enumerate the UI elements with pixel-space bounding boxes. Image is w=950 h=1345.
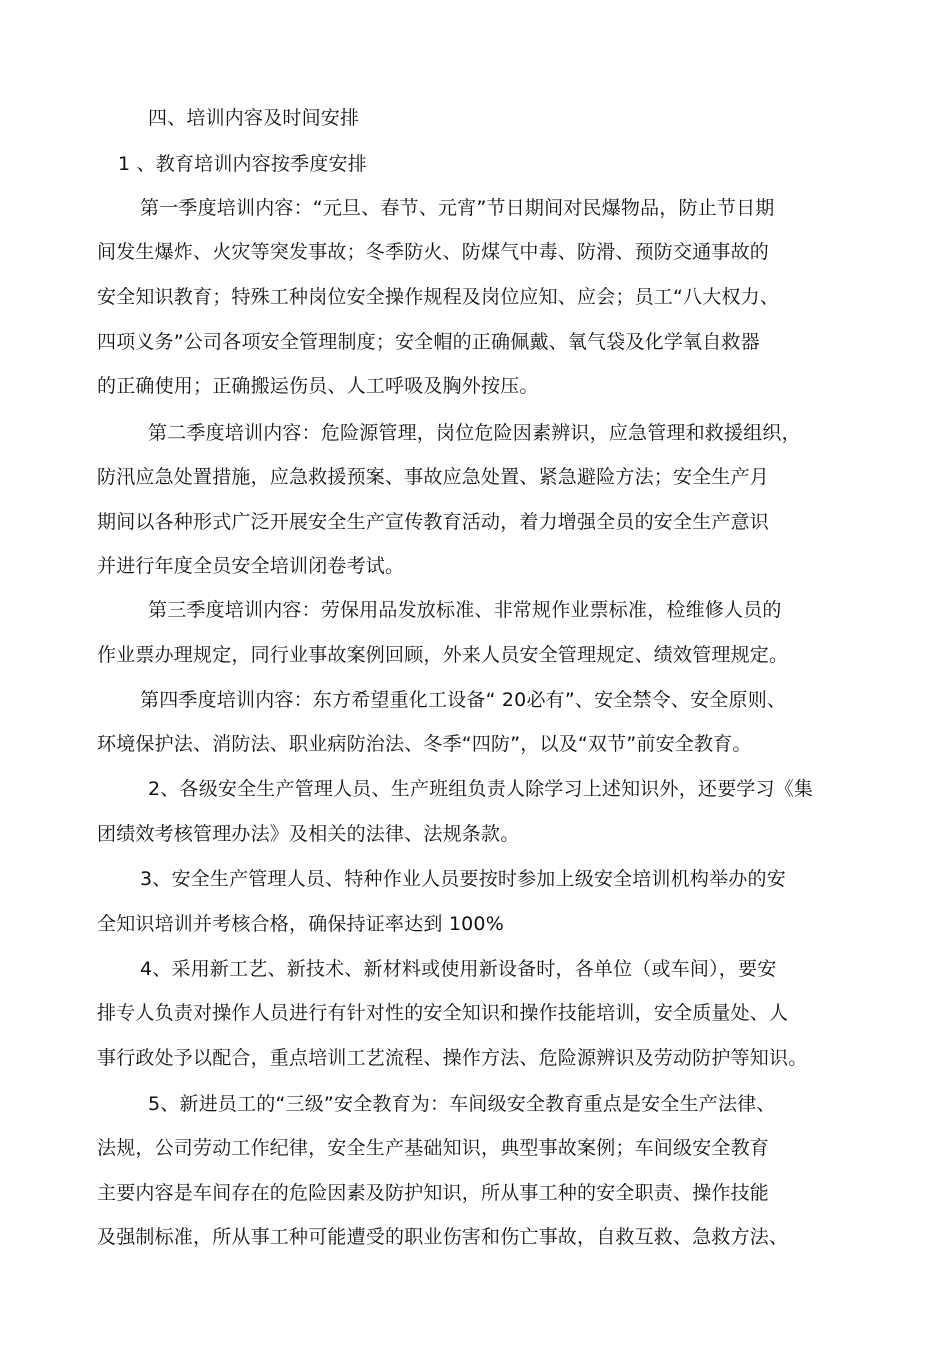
q3-line-2: 作业票办理规定，同行业事故案例回顾，外来人员安全管理规定、绩效管理规定。 xyxy=(97,644,789,666)
q1-line-2: 间发生爆炸、火灾等突发事故；冬季防火、防煤气中毒、防滑、预防交通事故的 xyxy=(97,241,770,263)
item-5-line-4: 及强制标准，所从事工种可能遭受的职业伤害和伤亡事故，自救互救、急救方法、 xyxy=(97,1226,789,1248)
item-5-line-2: 法规，公司劳动工作纪律，安全生产基础知识，典型事故案例；车间级安全教育 xyxy=(97,1137,770,1159)
item-3-line-1: 3、安全生产管理人员、特种作业人员要按时参加上级安全培训机构举办的安 xyxy=(140,868,786,890)
item-4-line-2: 排专人负责对操作人员进行有针对性的安全知识和操作技能培训，安全质量处、人 xyxy=(97,1002,789,1024)
item-4-line-1: 4、采用新工艺、新技术、新材料或使用新设备时，各单位（或车间），要安 xyxy=(140,958,777,980)
q1-line-5: 的正确使用；正确搬运伤员、人工呼吸及胸外按压。 xyxy=(97,375,539,397)
subsection-title: 1 、教育培训内容按季度安排 xyxy=(118,153,367,175)
q2-line-4: 并进行年度全员安全培训闭卷考试。 xyxy=(97,555,405,577)
item-5-line-3: 主要内容是车间存在的危险因素及防护知识，所从事工种的安全职责、操作技能 xyxy=(97,1182,770,1204)
item-2-line-1: 2、各级安全生产管理人员、生产班组负责人除学习上述知识外，还要学习《集 xyxy=(148,778,814,800)
q2-line-1: 第二季度培训内容：危险源管理，岗位危险因素辨识，应急管理和救援组织， xyxy=(148,422,801,444)
q1-line-4: 四项义务”公司各项安全管理制度；安全帽的正确佩戴、氧气袋及化学氧自救器 xyxy=(97,331,760,353)
item-4-line-3: 事行政处予以配合，重点培训工艺流程、操作方法、危险源辨识及劳动防护等知识。 xyxy=(97,1047,808,1069)
item-5-line-1: 5、新进员工的“三级”安全教育为：车间级安全教育重点是安全生产法律、 xyxy=(148,1093,776,1115)
section-title: 四、培训内容及时间安排 xyxy=(148,107,360,129)
q2-line-3: 期间以各种形式广泛开展安全生产宣传教育活动，着力增强全员的安全生产意识 xyxy=(97,511,770,533)
q4-line-1: 第四季度培训内容：东方希望重化工设备“ 20必有”、安全禁令、安全原则、 xyxy=(140,689,787,711)
q3-line-1: 第三季度培训内容：劳保用品发放标准、非常规作业票标准，检维修人员的 xyxy=(148,599,782,621)
item-3-line-2: 全知识培训并考核合格，确保持证率达到 100% xyxy=(97,913,504,935)
q4-line-2: 环境保护法、消防法、职业病防治法、冬季“四防”，以及“双节”前安全教育。 xyxy=(97,733,752,755)
q2-line-2: 防汛应急处置措施，应急救援预案、事故应急处置、紧急避险方法；安全生产月 xyxy=(97,466,770,488)
q1-line-1: 第一季度培训内容：“元旦、春节、元宵”节日期间对民爆物品，防止节日期 xyxy=(140,197,775,219)
q1-line-3: 安全知识教育；特殊工种岗位安全操作规程及岗位应知、应会；员工“八大权力、 xyxy=(97,286,780,308)
item-2-line-2: 团绩效考核管理办法》及相关的法律、法规条款。 xyxy=(97,823,520,845)
